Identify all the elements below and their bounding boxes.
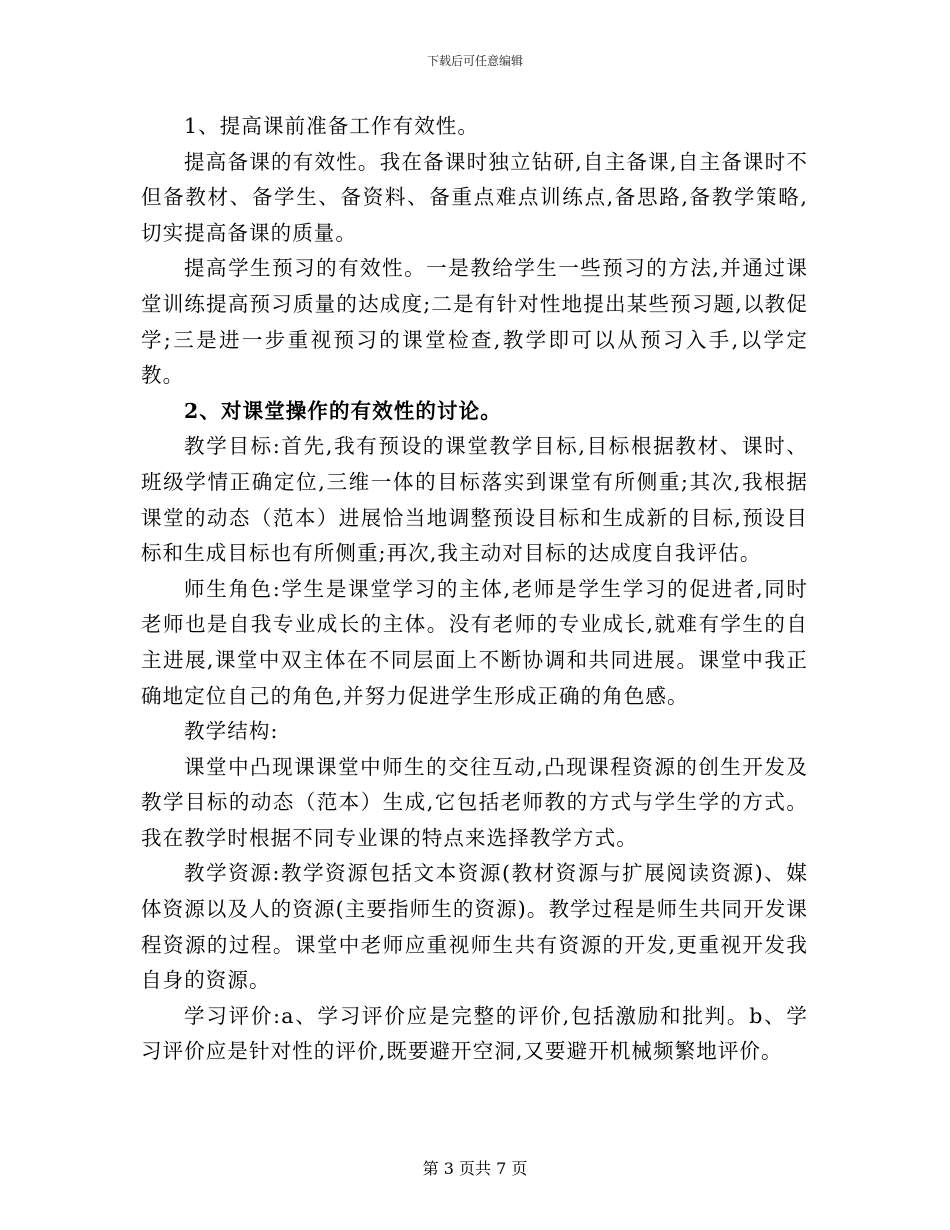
heading-1: 1、提高课前准备工作有效性。 bbox=[184, 114, 479, 138]
paragraph-teaching-goals: 教学目标:首先,我有预设的课堂教学目标,目标根据教材、课时、班级学情正确定位,三维一体的目标落实到课堂有所侧重;其次,我根据课堂的动态（范本）进展恰当地调整预设目标和生成新的目标,预设目标和生成目标也有所侧重;再次,我主动对目标的达成度自我评估。 bbox=[141, 434, 808, 566]
paragraph-roles: 师生角色:学生是课堂学习的主体,老师是学生学习的促进者,同时老师也是自我专业成长的主体。没有老师的专业成长,就难有学生的自主进展,课堂中双主体在不同层面上不断协调和共同进展。课堂中我正确地定位自己的角色,并努力促进学生形成正确的角色感。 bbox=[141, 576, 808, 708]
paragraph-resources: 教学资源:教学资源包括文本资源(教材资源与扩展阅读资源)、媒体资源以及人的资源(主要指师生的资源)。教学过程是师生共同开发课程资源的过程。课堂中老师应重视师生共有资源的开发,更重视开发我自身的资源。 bbox=[141, 861, 808, 993]
page-header-note: 下载后可任意编辑 bbox=[426, 54, 523, 68]
heading-2: 2、对课堂操作的有效性的讨论。 bbox=[184, 398, 502, 423]
paragraph-evaluation: 学习评价:a、学习评价应是完整的评价,包括激励和批判。b、学习评价应是针对性的评价,既要避开空洞,又要避开机械频繁地评价。 bbox=[141, 1003, 808, 1064]
document-body bbox=[141, 109, 808, 1070]
paragraph-structure-label: 教学结构: bbox=[184, 719, 279, 744]
paragraph-structure: 课堂中凸现课课堂中师生的交往互动,凸现课程资源的创生开发及教学目标的动态（范本）生成,它包括老师教的方式与学生学的方式。我在教学时根据不同专业课的特点来选择教学方式。 bbox=[141, 754, 808, 850]
paragraph-lesson-prep: 提高备课的有效性。我在备课时独立钻研,自主备课,自主备课时不但备教材、备学生、备资料、备重点难点训练点,备思路,备教学策略,切实提高备课的质量。 bbox=[141, 149, 808, 245]
paragraph-preview: 提高学生预习的有效性。一是教给学生一些预习的方法,并通过课堂训练提高预习质量的达成度;二是有针对性地提出某些预习题,以教促学;三是进一步重视预习的课堂检查,教学即可以从预习入手,以学定教。 bbox=[141, 256, 808, 388]
page-number: 第 3 页共 7 页 bbox=[422, 1159, 528, 1178]
